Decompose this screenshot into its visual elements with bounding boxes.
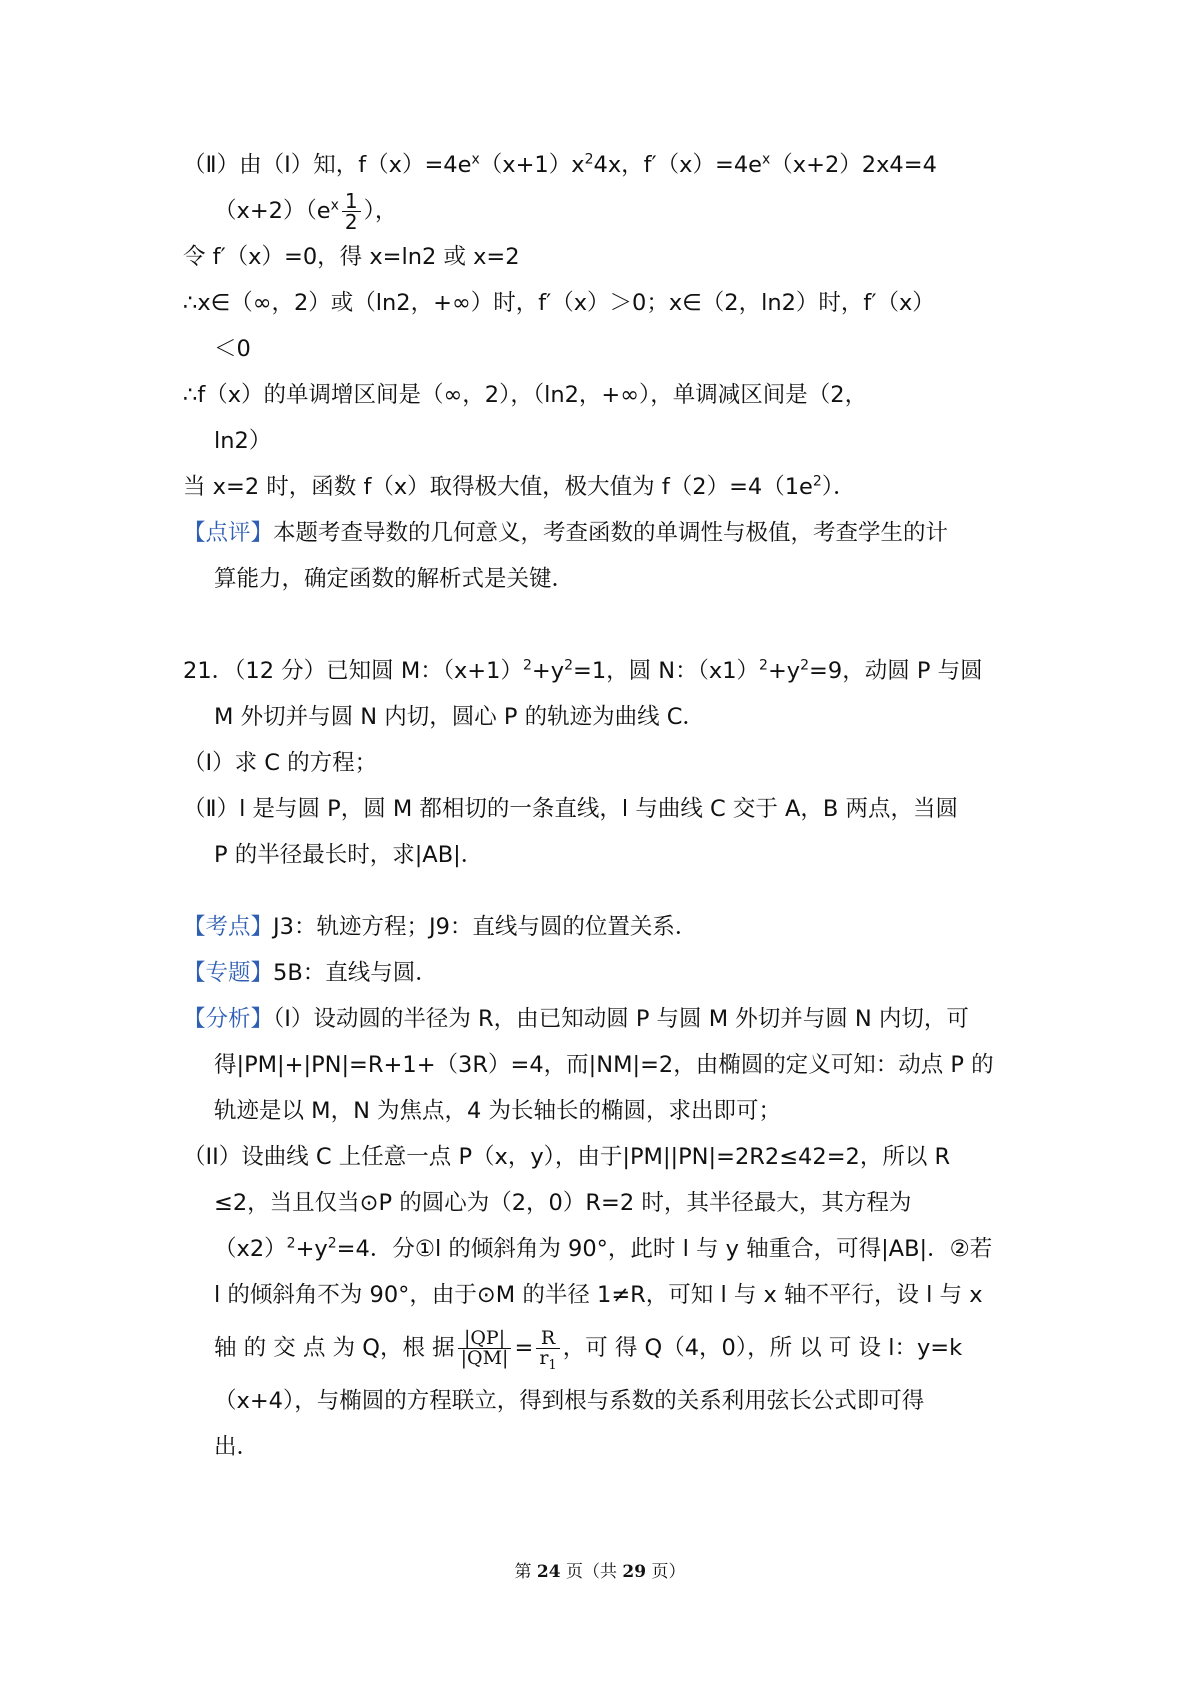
page-footer: 第 24 页（共 29 页） [514,1562,686,1582]
review-line1: 【点评】本题考查导数的几何意义，考查函数的单调性与极值，考查学生的计 [183,520,949,546]
kaodian-tag: 【考点】 [183,914,274,940]
fraction-one-half: $\frac{1}{2}$ [342,191,361,232]
fenxi-line2: 得|PM|+|PN|=R+1+（3R）=4，而|NM|=2，由椭圆的定义可知：动点 P 的 [214,1052,994,1078]
solution-part2-line8: 当 x=2 时，函数 f（x）取得极大值，极大值为 $f(2)=4(1e^2)$． [183,473,856,500]
question-21-part1: （Ⅰ）求 C 的方程； [183,750,378,776]
page-total: 29 [622,1562,647,1582]
question-21-line2: M 外切并与圆 N 内切，圆心 P 的轨迹为曲线 C． [214,704,705,730]
fenxi-tag: 【分析】 [183,1006,274,1032]
review-tag: 【点评】 [183,520,274,546]
page-content [183,142,1023,1470]
fenxi-line9: （x+4），与椭圆的方程联立，得到根与系数的关系利用弦长公式即可得 [214,1388,925,1414]
fenxi-line3: 轨迹是以 M，N 为焦点，4 为长轴长的椭圆，求出即可； [214,1098,782,1124]
fenxi-line10: 出． [214,1434,260,1460]
page-number: 24 [536,1562,561,1582]
fraction-qp-over-qm: $\frac{|QP|}{|QM|}$ [458,1329,512,1368]
fenxi-line7: l 的倾斜角不为 90°，由于⊙M 的半径 1≠R，可知 l 与 x 轴不平行，设 l 与 x [214,1282,983,1308]
solution-part2-line5: ＜0 [214,336,251,362]
zhuanti-tag: 【专题】 [183,960,274,986]
question-21-part2-line1: （Ⅱ）l 是与圆 P，圆 M 都相切的一条直线，l 与曲线 C 交于 A，B 两点，当圆 [183,796,958,822]
fenxi-line1: 【分析】（I）设动圆的半径为 R，由已知动圆 P 与圆 M 外切并与圆 N 内切，可 [183,1006,969,1032]
zhuanti-line: 【专题】5B：直线与圆． [183,960,438,986]
solution-part2-line7: ln2） [214,428,272,454]
solution-part2-line1: （Ⅱ）由（Ⅰ）知，$f(x)=4e^x(x+1)x^24x$，$f'(x)=4e^x(x+2)2x4=4$ [183,151,937,178]
solution-part2-line2: $(x+2)(e^x$ $\frac{1}{2}$ ）， [214,189,398,234]
fenxi-line4: （II）设曲线 C 上任意一点 P（x，y），由于|PM||PN|=2R2≤42=2，所以 R [183,1144,951,1170]
solution-part2-line3: 令 f′（x）=0，得 x=ln2 或 x=2 [183,244,520,270]
kaodian-line: 【考点】J3：轨迹方程；J9：直线与圆的位置关系． [183,914,698,940]
fenxi-line5: ≤2，当且仅当⊙P 的圆心为（2，0）R=2 时，其半径最大，其方程为 [214,1190,912,1216]
solution-part2-line6: ∴f（x）的单调增区间是（∞，2），（ln2，+∞），单调减区间是（2， [183,382,868,408]
fenxi-line8: 轴 的 交 点 为 Q，根 据 $\frac{|QP|}{|QM|}$ = $\frac{R}{r_1}$ ，可 得 Q（4，0），所 以 可 设 l：y=k [214,1327,963,1373]
solution-part2-line4: ∴x∈（∞，2）或（ln2，+∞）时，f′（x）＞0；x∈（2，ln2）时，f′（x） [183,290,935,316]
fraction-r-over-r1: $\frac{R}{r_1}$ [536,1329,559,1368]
question-21-part2-line2: P 的半径最长时，求|AB|． [214,842,484,868]
review-line2: 算能力，确定函数的解析式是关键． [214,566,575,592]
fenxi-line6: $(x2)^2+y^2=4$．分①l 的倾斜角为 90°，此时 l 与 y 轴重合，可得|AB|．②若 [214,1235,993,1262]
question-21-line1: 21．（12 分）已知圆 M：$(x+1)^2+y^2=1$，圆 N：$(x1)^2+y^2=9$，动圆 P 与圆 [183,657,983,684]
